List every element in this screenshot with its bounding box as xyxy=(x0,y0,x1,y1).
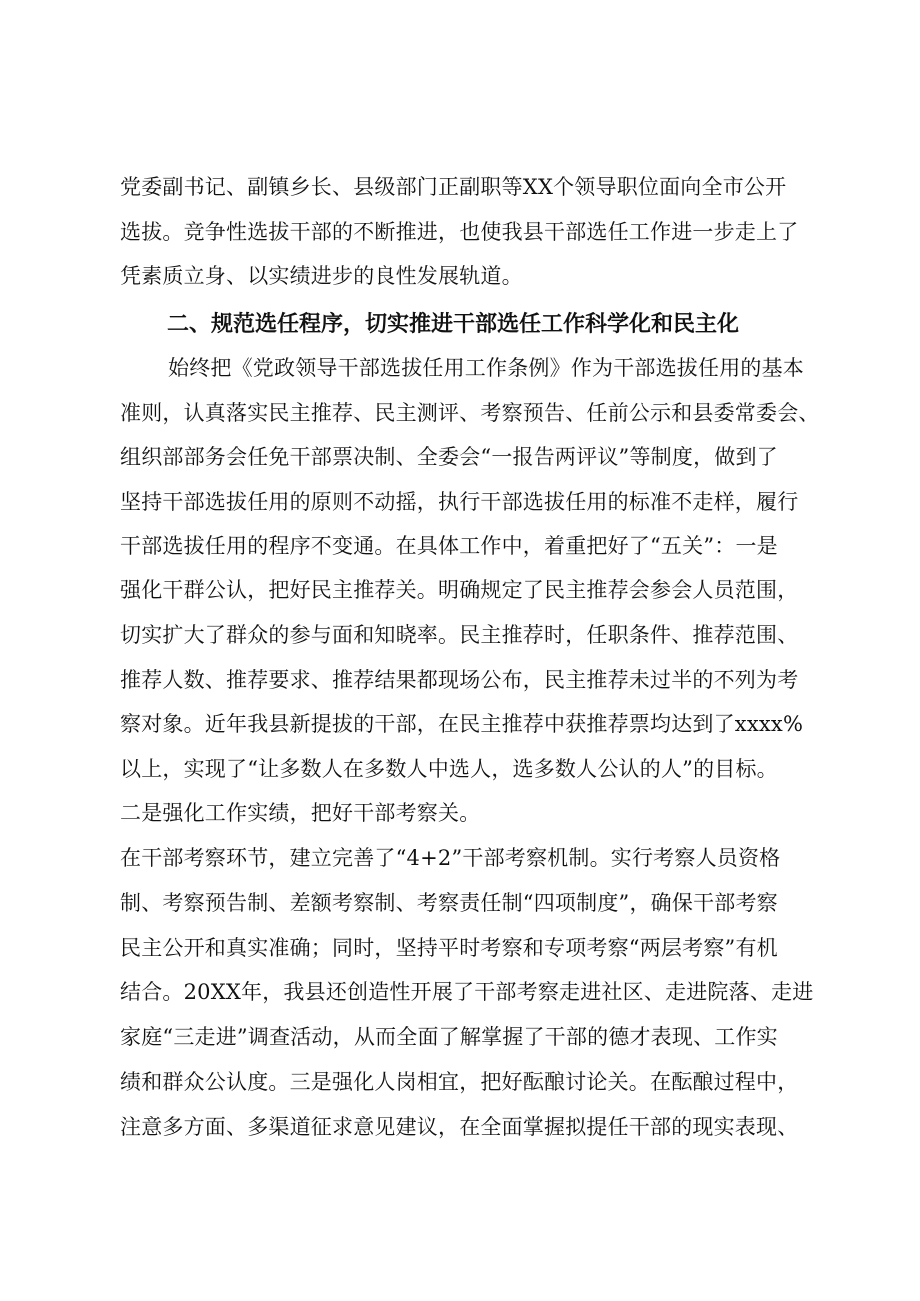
paragraph-line: 强化干群公认，把好民主推荐关。明确规定了民主推荐会参会人员范围， xyxy=(120,578,799,602)
paragraph-line: 民主公开和真实准确；同时，坚持平时考察和专项考察“两层考察”有机 xyxy=(120,936,778,960)
paragraph-line: 准则，认真落实民主推荐、民主测评、考察预告、任前公示和县委常委会、 xyxy=(120,401,820,425)
paragraph-line: 坚持干部选拔任用的原则不动摇，执行干部选拔任用的标准不走样，履行 xyxy=(120,490,799,514)
paragraph-line: 以上，实现了“让多数人在多数人中选人，选多数人公认的人”的目标。 xyxy=(120,757,778,781)
paragraph-line: 切实扩大了群众的参与面和知晓率。民主推荐时，任职条件、推荐范围、 xyxy=(120,623,799,647)
paragraph-line: 二是强化工作实绩，把好干部考察关。 xyxy=(120,801,481,825)
paragraph-line: 组织部部务会任免干部票决制、全委会“一报告两评议”等制度，做到了 xyxy=(120,445,778,469)
paragraph-line: 绩和群众公认度。三是强化人岗相宜，把好酝酿讨论关。在酝酿过程中， xyxy=(120,1070,799,1094)
paragraph-line: 在干部考察环节，建立完善了“4+2”干部考察机制。实行考察人员资格 xyxy=(120,846,781,870)
section-heading: 二、规范选任程序，切实推进干部选任工作科学化和民主化 xyxy=(167,312,740,337)
paragraph-line: 推荐人数、推荐要求、推荐结果都现场公布，民主推荐未过半的不列为考 xyxy=(120,668,799,692)
paragraph-line: 结合。20XX年，我县还创造性开展了干部考察走进社区、走进院落、走进 xyxy=(120,980,814,1004)
paragraph-line: 选拔。竞争性选拔干部的不断推进，也使我县干部选任工作进一步走上了 xyxy=(120,220,799,244)
paragraph-line: 党委副书记、副镇乡长、县级部门正副职等XX个领导职位面向全市公开 xyxy=(120,175,787,199)
paragraph-line: 凭素质立身、以实绩进步的良性发展轨道。 xyxy=(120,264,523,288)
paragraph-line: 家庭“三走进”调查活动，从而全面了解掌握了干部的德才表现、工作实 xyxy=(120,1025,778,1049)
paragraph-line: 制、考察预告制、差额考察制、考察责任制“四项制度”，确保干部考察 xyxy=(120,891,778,915)
paragraph-line: 察对象。近年我县新提拔的干部，在民主推荐中获推荐票均达到了xxxx% xyxy=(120,712,804,736)
paragraph-line: 始终把《党政领导干部选拔任用工作条例》作为干部选拔任用的基本 xyxy=(168,356,804,380)
paragraph-line: 干部选拔任用的程序不变通。在具体工作中，着重把好了“五关”：一是 xyxy=(120,534,778,558)
paragraph-line: 注意多方面、多渠道征求意见建议，在全面掌握拟提任干部的现实表现、 xyxy=(120,1115,799,1139)
